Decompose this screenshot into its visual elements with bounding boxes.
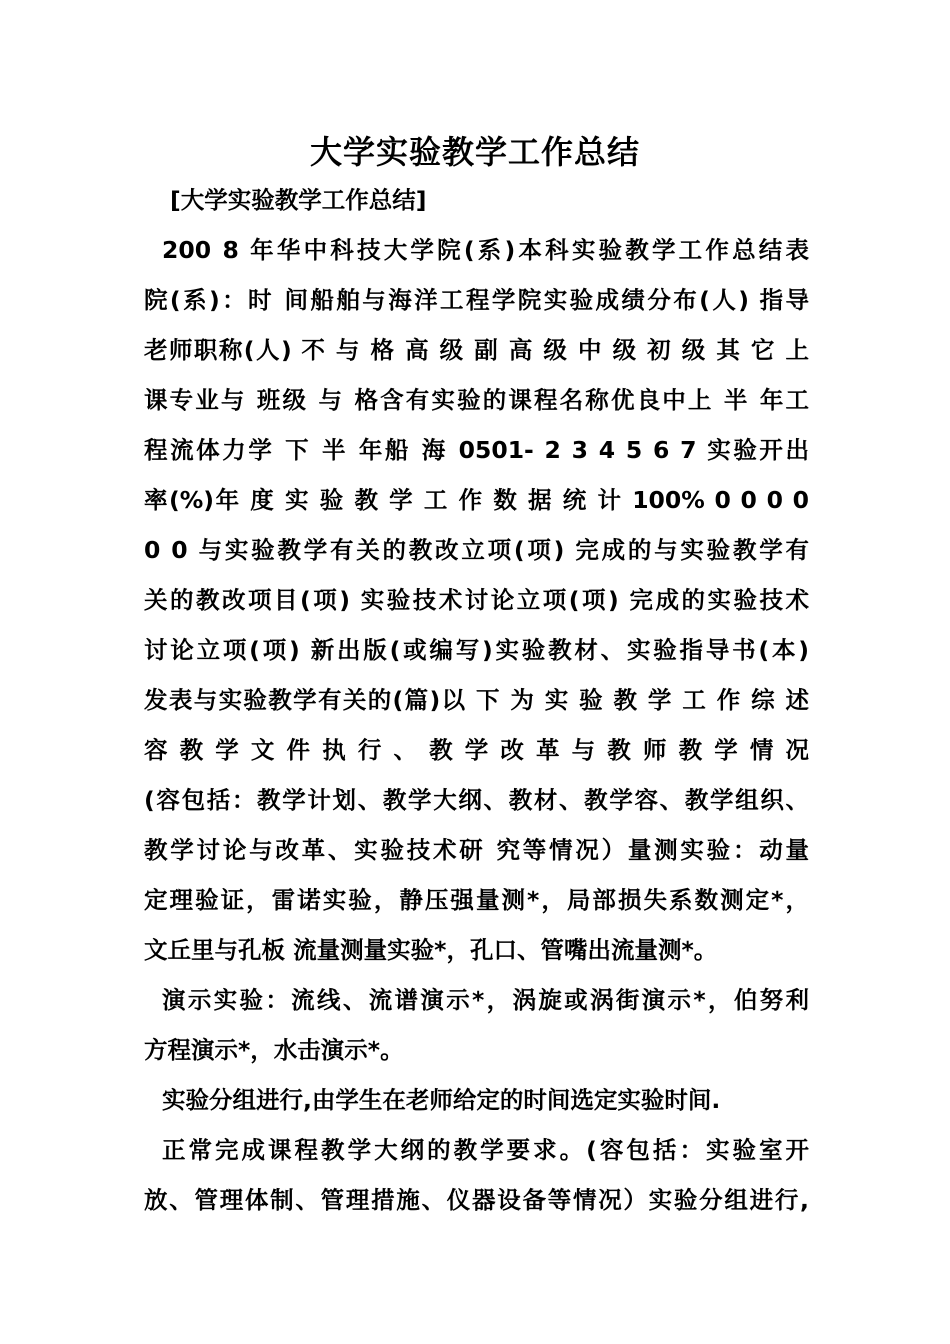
body-line: 发表与实验教学有关的(篇)以 下 为 实 验 教 学 工 作 综 述 xyxy=(144,686,809,714)
body-line: 程流体力学 下 半 年船 海 0501- 2 3 4 5 6 7 实验开出 xyxy=(144,436,809,464)
body-line: 0 0 与实验教学有关的教改立项(项) 完成的与实验教学有 xyxy=(144,536,809,564)
body-line: 教学讨论与改革、实验技术研 究等情况）量测实验：动量 xyxy=(144,836,809,864)
body-line: 200 8 年华中科技大学院(系)本科实验教学工作总结表 xyxy=(162,236,809,264)
body-line: 演示实验：流线、流谱演示*，涡旋或涡街演示*，伯努利 xyxy=(162,986,809,1014)
body-line: 讨论立项(项) 新出版(或编写)实验教材、实验指导书(本) xyxy=(144,636,809,664)
body-line: 放、管理体制、管理措施、仪器设备等情况）实验分组进行, xyxy=(144,1186,809,1214)
body-line: 率(%)年 度 实 验 教 学 工 作 数 据 统 计 100% 0 0 0 0 xyxy=(144,486,809,514)
body-line: 定理验证，雷诺实验，静压强量测*，局部损失系数测定*， xyxy=(144,886,809,914)
body-line: 院(系)：时 间船舶与海洋工程学院实验成绩分布(人) 指导 xyxy=(144,286,809,314)
document-title: 大学实验教学工作总结 xyxy=(309,133,640,171)
document-subtitle: [大学实验教学工作总结] xyxy=(170,186,427,214)
body-line: (容包括：教学计划、教学大纲、教材、教学容、教学组织、 xyxy=(144,786,809,814)
body-line: 课专业与 班级 与 格含有实验的课程名称优良中上 半 年工 xyxy=(144,386,809,414)
body-line: 实验分组进行,由学生在老师给定的时间选定实验时间. xyxy=(162,1086,721,1114)
body-line: 正常完成课程教学大纲的教学要求。(容包括：实验室开 xyxy=(162,1136,809,1164)
body-line: 关的教改项目(项) 实验技术讨论立项(项) 完成的实验技术 xyxy=(144,586,809,614)
body-line: 文丘里与孔板 流量测量实验*，孔口、管嘴出流量测*。 xyxy=(144,936,718,964)
body-line: 容 教 学 文 件 执 行 、 教 学 改 革 与 教 师 教 学 情 况 xyxy=(144,736,809,764)
body-line: 老师职称(人) 不 与 格 高 级 副 高 级 中 级 初 级 其 它 上 xyxy=(144,336,809,364)
body-line: 方程演示*，水击演示*。 xyxy=(144,1036,404,1064)
